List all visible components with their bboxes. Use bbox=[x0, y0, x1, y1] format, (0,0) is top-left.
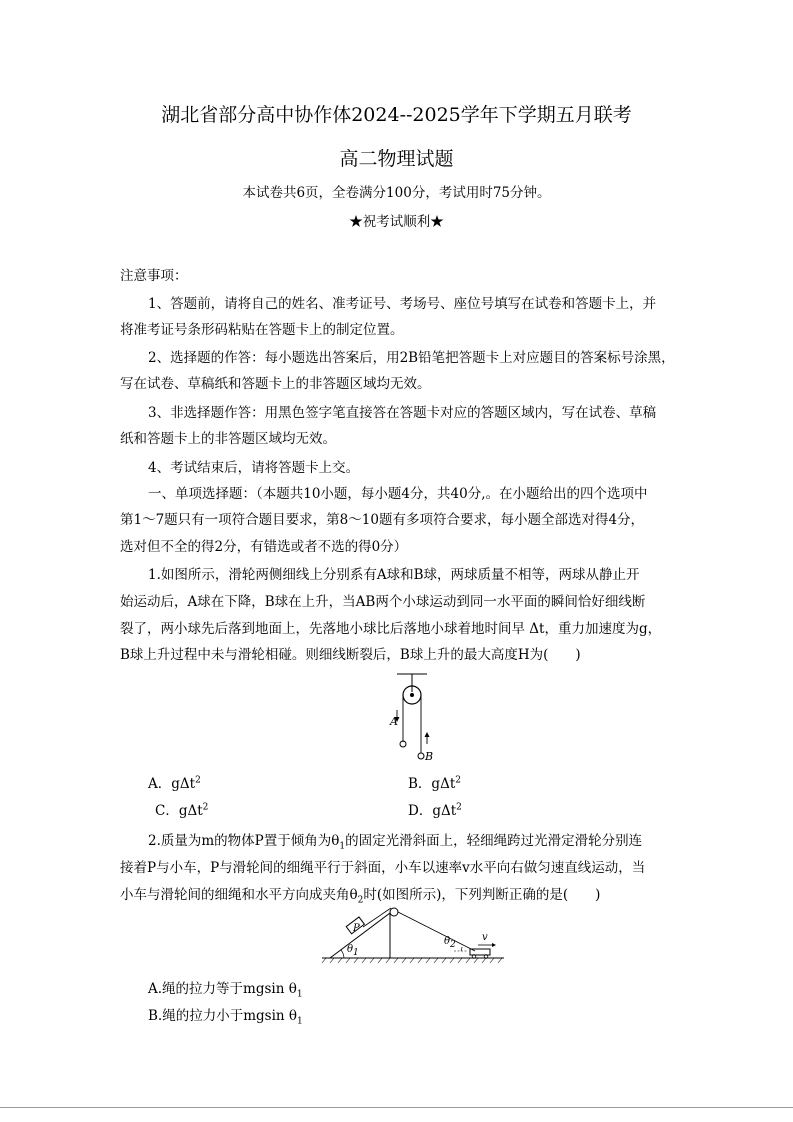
note-3-line-2: 纸和答题卡上的非答题区域均无效。 bbox=[120, 431, 336, 447]
q1-option-b[interactable] bbox=[408, 772, 461, 792]
arrow-up-b-head bbox=[425, 732, 430, 737]
figure-label-a: A bbox=[390, 715, 398, 728]
q1-option-a[interactable] bbox=[148, 772, 201, 792]
rope-cart bbox=[398, 912, 475, 951]
note-4: 4、考试结束后，请将答题卡上交。 bbox=[148, 460, 360, 476]
q2-line-1-sub: 1 bbox=[339, 841, 346, 852]
incline-surface bbox=[330, 913, 390, 958]
ball-b bbox=[418, 753, 424, 759]
theta2-arc bbox=[461, 947, 462, 951]
option-d-expr: gΔt bbox=[432, 803, 457, 819]
option-c-power: 2 bbox=[202, 802, 209, 813]
q2-option-b-text: B.绳的拉力小于mgsin θ bbox=[148, 1008, 298, 1024]
q2-line-1-text: 2.质量为m的物体P置于倾角为θ bbox=[148, 833, 340, 849]
q1-line-2: 始运动后，A球在下降，B球在上升，当AB两个小球运动到同一水平面的瞬间恰好细线断 bbox=[120, 594, 646, 610]
theta1-sub: 1 bbox=[353, 948, 359, 958]
option-b-expr: gΔt bbox=[431, 776, 456, 792]
option-d-label: D． bbox=[408, 803, 433, 819]
q2-option-a-sub: 1 bbox=[296, 989, 303, 1000]
note-1-line-1: 1、答题前，请将自己的姓名、准考证号、考场号、座位号填写在试卷和答题卡上，并 bbox=[148, 296, 657, 312]
q2-line-1-rest: 的固定光滑斜面上，轻细绳跨过光滑定滑轮分别连 bbox=[345, 833, 643, 849]
incline-pulley bbox=[390, 908, 398, 916]
option-b-power: 2 bbox=[455, 775, 461, 786]
note-1-line-2: 将准考证号条形码粘贴在答题卡上的制定位置。 bbox=[120, 322, 404, 338]
theta1-symbol: θ bbox=[347, 944, 354, 955]
page-bottom-rule bbox=[0, 1107, 793, 1108]
exam-info: 本试卷共6页，全卷满分100分，考试用时75分钟。 bbox=[242, 185, 551, 201]
rope-p bbox=[363, 908, 391, 927]
note-3-line-1: 3、非选择题作答：用黑色签字笔直接答在答题卡对应的答题区域内，写在试卷、草稿 bbox=[148, 405, 657, 421]
q2-line-3-rest: 时(如图所示)，下列判断正确的是( ) bbox=[363, 887, 601, 903]
ground-hatch bbox=[322, 958, 502, 963]
figure-label-theta1 bbox=[347, 944, 359, 958]
option-d-power: 2 bbox=[456, 802, 462, 813]
q2-line-3-text: 小车与滑轮间的细绳和水平方向成夹角θ bbox=[120, 887, 358, 903]
q1-option-c[interactable] bbox=[155, 799, 208, 819]
option-a-label: A． bbox=[148, 776, 172, 792]
q2-line-2: 接着P与小车，P与滑轮间的细绳平行于斜面，小车以速率v水平向右做匀速直线运动，当 bbox=[120, 860, 646, 876]
q2-option-b[interactable] bbox=[148, 1004, 303, 1027]
pulley-axle bbox=[410, 693, 414, 697]
q2-option-a-text: A.绳的拉力等于mgsin θ bbox=[148, 981, 297, 997]
exam-title: 湖北省部分高中协作体2024--2025学年下学期五月联考 bbox=[161, 104, 632, 126]
figure-label-p: P bbox=[353, 923, 360, 934]
q1-option-d[interactable] bbox=[408, 799, 462, 819]
section-1-line-1: 一、单项选择题：（本题共10小题，每小题4分，共40分,。在小题给出的四个选项中 bbox=[148, 486, 648, 502]
option-a-expr: gΔt bbox=[171, 776, 196, 792]
q2-option-b-sub: 1 bbox=[297, 1016, 303, 1027]
section-1-line-3: 选对但不全的得2分，有错选或者不选的得0分） bbox=[120, 539, 408, 555]
option-c-label: C． bbox=[155, 803, 179, 819]
figure-label-theta2 bbox=[444, 936, 456, 950]
exam-blessing: ★祝考试顺利★ bbox=[349, 214, 444, 230]
q1-line-3: 裂了，两小球先后落到地面上，先落地小球比后落地小球着地时间早 Δt，重力加速度为g， bbox=[120, 621, 662, 637]
note-2-line-2: 写在试卷、草稿纸和答题卡上的非答题区域均无效。 bbox=[120, 376, 431, 392]
theta2-sub: 2 bbox=[450, 940, 456, 950]
option-b-label: B． bbox=[408, 776, 432, 792]
section-1-line-2: 第1～7题只有一项符合题目要求，第8～10题有多项符合要求，每小题全部选对得4分， bbox=[120, 512, 645, 528]
figure-label-b: B bbox=[425, 750, 434, 763]
exam-subtitle: 高二物理试题 bbox=[339, 148, 454, 170]
q1-line-4: B球上升过程中未与滑轮相碰。则细线断裂后，B球上升的最大高度H为( ) bbox=[120, 647, 581, 663]
q2-line-3-sub: 2 bbox=[357, 895, 364, 906]
note-2-line-1: 2、选择题的作答：每小题选出答案后，用2B铅笔把答题卡上对应题目的答案标号涂黑， bbox=[148, 350, 675, 366]
theta2-symbol: θ bbox=[444, 936, 451, 947]
figure-label-v: v bbox=[482, 932, 488, 943]
q2-option-a[interactable] bbox=[148, 977, 303, 1000]
q2-line-1 bbox=[148, 829, 642, 852]
velocity-arrow-head bbox=[492, 943, 496, 947]
option-c-expr: gΔt bbox=[178, 803, 203, 819]
q2-line-3 bbox=[120, 883, 600, 906]
q1-line-1: 1.如图所示，滑轮两侧细线上分别系有A球和B球，两球质量不相等，两球从静止开 bbox=[148, 567, 640, 583]
theta1-arc bbox=[341, 950, 344, 958]
option-a-power: 2 bbox=[195, 775, 201, 786]
notes-heading: 注意事项： bbox=[120, 268, 188, 284]
